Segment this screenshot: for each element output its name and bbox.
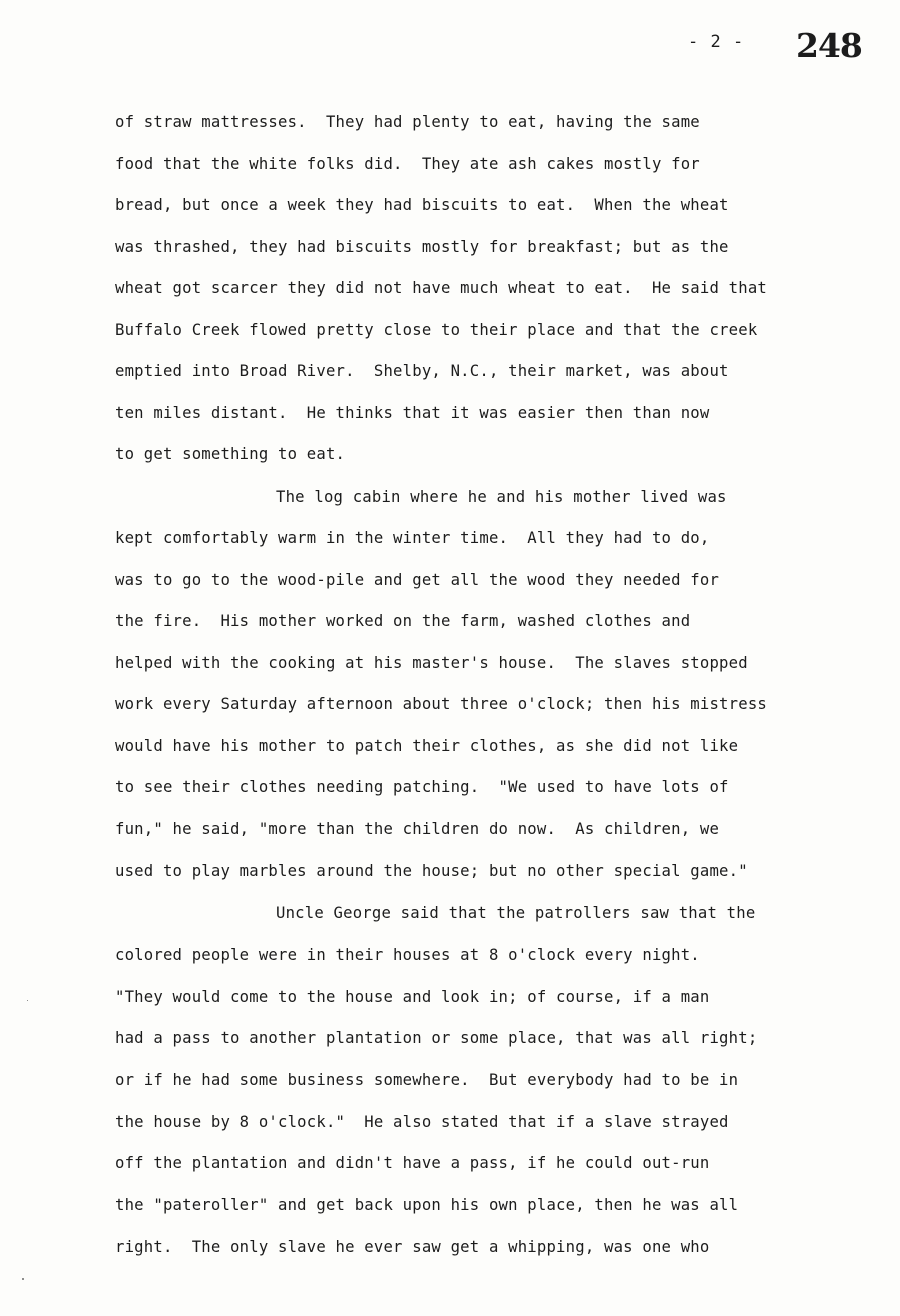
scan-speck	[22, 1278, 24, 1280]
text-line: to get something to eat.	[115, 445, 346, 463]
text-line: kept comfortably warm in the winter time. All they had to do,	[115, 529, 710, 547]
text-line: "They would come to the house and look in; of course, if a man	[115, 988, 710, 1006]
text-line: fun," he said, "more than the children do now. As children, we	[115, 820, 720, 838]
text-line: used to play marbles around the house; but no other special game."	[115, 862, 748, 880]
text-line: was thrashed, they had biscuits mostly for breakfast; but as the	[115, 238, 729, 256]
text-line: Buffalo Creek flowed pretty close to their place and that the creek	[115, 321, 758, 339]
text-line: had a pass to another plantation or some place, that was all right;	[115, 1029, 758, 1047]
text-line: to see their clothes needing patching. "We used to have lots of	[115, 778, 729, 796]
text-line: or if he had some business somewhere. But everybody had to be in	[115, 1071, 739, 1089]
text-line: would have his mother to patch their clothes, as she did not like	[115, 737, 739, 755]
text-line: wheat got scarcer they did not have much wheat to eat. He said that	[115, 279, 767, 297]
folio-number: 248	[796, 26, 862, 65]
paragraph-first-line: The log cabin where he and his mother lived was	[276, 488, 727, 506]
text-line: colored people were in their houses at 8 o'clock every night.	[115, 946, 700, 964]
text-line: off the plantation and didn't have a pass, if he could out-run	[115, 1154, 710, 1172]
text-line: the fire. His mother worked on the farm, washed clothes and	[115, 612, 691, 630]
text-line: bread, but once a week they had biscuits to eat. When the wheat	[115, 196, 729, 214]
text-line: work every Saturday afternoon about three o'clock; then his mistress	[115, 695, 767, 713]
text-line: the "pateroller" and get back upon his own place, then he was all	[115, 1196, 739, 1214]
scan-speck	[27, 1000, 28, 1001]
text-line: food that the white folks did. They ate ash cakes mostly for	[115, 155, 700, 173]
text-line: ten miles distant. He thinks that it was easier then than now	[115, 404, 710, 422]
text-line: of straw mattresses. They had plenty to eat, having the same	[115, 113, 700, 131]
text-line: the house by 8 o'clock." He also stated that if a slave strayed	[115, 1113, 729, 1131]
text-line: right. The only slave he ever saw get a whipping, was one who	[115, 1238, 710, 1256]
text-line: was to go to the wood-pile and get all the wood they needed for	[115, 571, 720, 589]
text-line: emptied into Broad River. Shelby, N.C., their market, was about	[115, 362, 729, 380]
page-marker: - 2 -	[688, 32, 745, 52]
text-line: helped with the cooking at his master's house. The slaves stopped	[115, 654, 748, 672]
paragraph-first-line: Uncle George said that the patrollers saw that the	[276, 904, 756, 922]
